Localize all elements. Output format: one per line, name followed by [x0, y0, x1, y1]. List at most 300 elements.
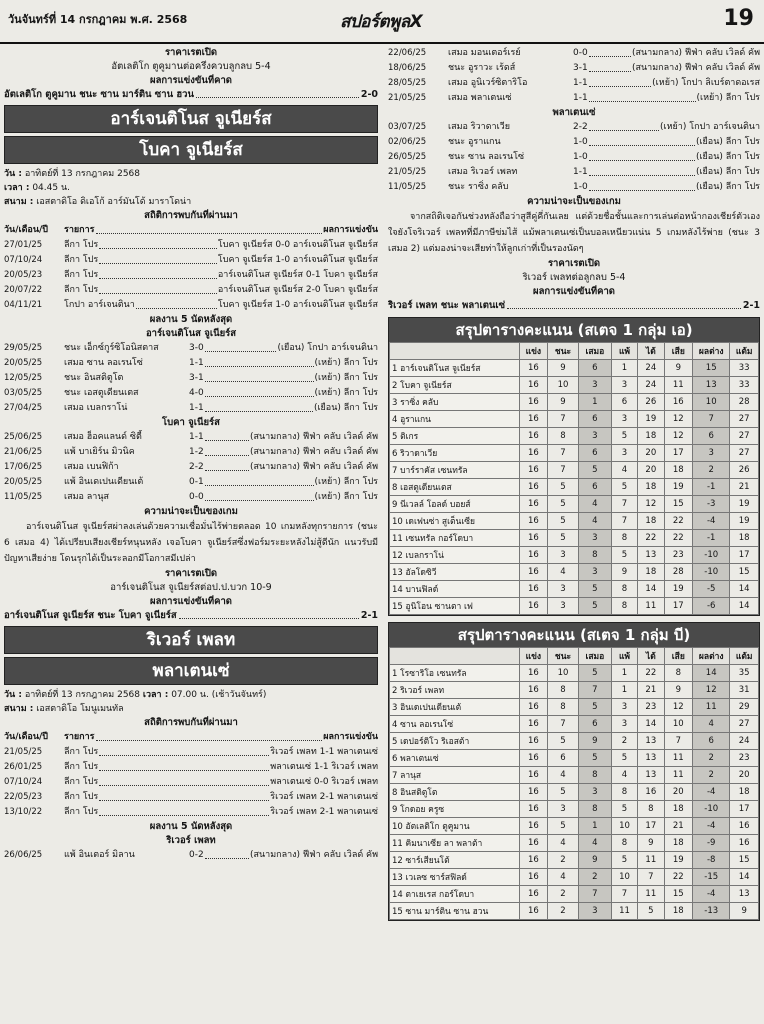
stat-cell: 3: [578, 377, 611, 394]
stat-cell: 9: [548, 360, 579, 377]
match-score: 1-1: [573, 167, 588, 177]
stat-cell: 5: [578, 598, 611, 615]
match-date: 17/06/25: [4, 462, 43, 472]
table-row: [390, 886, 759, 903]
form-row: [4, 386, 378, 401]
stat-cell: 10: [664, 716, 693, 733]
match-opponent: แพ้ บาเยิร์น มิวนิค: [64, 447, 135, 457]
stat-cell: 16: [519, 428, 548, 445]
stat-cell: 7: [548, 445, 579, 462]
stat-cell: 35: [730, 665, 759, 682]
stat-cell: 24: [638, 360, 664, 377]
stat-cell: 5: [548, 513, 579, 530]
stat-cell: 5: [548, 479, 579, 496]
team-name-cell: 11 เซนทรัล กอร์โดบา: [390, 530, 520, 547]
stat-cell: 8: [611, 598, 637, 615]
stat-cell: 16: [519, 699, 548, 716]
match-opponent: ชนะ เอสตูเดียนเตส: [64, 388, 139, 398]
h2h-header-2: วัน/เดือน/ปี รายการ ผลการแข่งขัน: [4, 732, 378, 742]
stat-cell: 4: [548, 869, 579, 886]
stat-cell: -1: [693, 530, 730, 547]
match-opponent: เสมอ อูนิเวร์ซิตาริโอ: [448, 78, 528, 88]
match-score: 0-0: [573, 48, 588, 58]
match-date: 21/05/25: [4, 747, 43, 757]
stat-cell: 17: [664, 598, 693, 615]
stat-cell: 5: [611, 428, 637, 445]
h2h-row: [4, 745, 378, 760]
match-date: 07/10/24: [4, 777, 43, 787]
competition: ลีกา โปร: [64, 240, 99, 250]
stat-cell: 4: [611, 767, 637, 784]
column-header: แข่ง: [519, 343, 548, 360]
standings-group-a: [388, 317, 760, 616]
stat-cell: 29: [730, 699, 759, 716]
team-name-cell: 3 ราซิ่ง คลับ: [390, 394, 520, 411]
column-header: ได้: [638, 648, 664, 665]
stat-cell: 8: [578, 801, 611, 818]
match-note: (สนามกลาง) ฟีฟ่า คลับ เวิลด์ คัพ: [250, 432, 378, 442]
match-opponent: เสมอ ฮ็อคแลนด์ ซิตี้: [64, 432, 142, 442]
stat-cell: 16: [519, 411, 548, 428]
h2h-header: วัน/เดือน/ปี รายการ ผลการแข่งขัน: [4, 225, 378, 235]
stat-cell: 2: [548, 903, 579, 920]
team4-form-list: [388, 120, 760, 195]
column-header: เสมอ: [578, 648, 611, 665]
table-row: [390, 496, 759, 513]
standings-group-a-title: สรุปตารางคะแนน (สเตจ 1 กลุ่ม เอ): [389, 318, 759, 342]
competition: ลีกา โปร: [64, 747, 99, 757]
stat-cell: 11: [638, 886, 664, 903]
table-row: [390, 784, 759, 801]
stat-cell: 7: [548, 462, 579, 479]
column-header: แต้ม: [730, 343, 759, 360]
away-team-banner-2: พลาเตนเซ่: [4, 657, 378, 685]
match-date: 26/01/25: [4, 762, 43, 772]
stat-cell: 12: [664, 428, 693, 445]
table-row: [390, 513, 759, 530]
team-name-cell: 11 คิมนาเซีย ลา พลาต้า: [390, 835, 520, 852]
team-name-cell: 14 บานฟิลด์: [390, 581, 520, 598]
match-note: (สนามกลาง) ฟีฟ่า คลับ เวิลด์ คัพ: [250, 850, 378, 860]
team-name-cell: 9 นีเวลล์ โอลด์ บอยส์: [390, 496, 520, 513]
form-row: [4, 430, 378, 445]
stat-cell: 7: [578, 682, 611, 699]
team-name-cell: 6 พลาเตนเซ่: [390, 750, 520, 767]
match-note: (เยือน) ลีกา โปร: [695, 137, 760, 147]
match-result: อาร์เจนติโนส จูเนียร์ส 0-1 โบคา จูเนียร์ส: [217, 270, 378, 280]
stat-cell: 11: [664, 767, 693, 784]
table-row: [390, 903, 759, 920]
stat-cell: 4: [548, 564, 579, 581]
stat-cell: 8: [611, 581, 637, 598]
match-opponent: เสมอ เบนฟิก้า: [64, 462, 119, 472]
stat-cell: 16: [519, 360, 548, 377]
form-row: [388, 135, 760, 150]
match-result: พลาเตนเซ่ 0-0 ริเวอร์ เพลท: [270, 777, 378, 787]
stat-cell: 16: [519, 869, 548, 886]
match-result: อาร์เจนติโนส จูเนียร์ส 2-0 โบคา จูเนียร์ส: [217, 285, 378, 295]
team-name-cell: 10 เดเฟนซ่า สูเต็นเซีย: [390, 513, 520, 530]
stat-cell: 3: [548, 598, 579, 615]
match-note: (เหย้า) ลีกา โปร: [314, 373, 378, 383]
stat-cell: 16: [519, 682, 548, 699]
match-score: 1-1: [189, 432, 204, 442]
table-row: [390, 530, 759, 547]
match-result: ริเวอร์ เพลท 1-1 พลาเตนเซ่: [270, 747, 378, 757]
match-date: 26/05/25: [388, 152, 427, 162]
stat-cell: 16: [519, 394, 548, 411]
match-score: 3-0: [189, 343, 204, 353]
stat-cell: 12: [638, 496, 664, 513]
table-row: [390, 750, 759, 767]
form-row: [4, 848, 378, 863]
odds-text: อัตเลติโก ตูคูมานต่อครึ่งควบลูกลบ 5-4: [111, 61, 271, 72]
prediction-title: ผลการแข่งขันที่คาด: [150, 75, 232, 86]
table-row: [390, 411, 759, 428]
page-header: [0, 0, 764, 44]
team1-form-title: อาร์เจนติโนส จูเนียร์ส: [145, 328, 237, 339]
team-name-cell: 14 ตาเยเรส กอร์โดบา: [390, 886, 520, 903]
standings-group-b: [388, 622, 760, 921]
stat-cell: 3: [548, 547, 579, 564]
match-score: 1-1: [573, 78, 588, 88]
stat-cell: -10: [693, 801, 730, 818]
stat-cell: 26: [638, 394, 664, 411]
stat-cell: 21: [664, 818, 693, 835]
stat-cell: 16: [519, 462, 548, 479]
stat-cell: 2: [611, 733, 637, 750]
match-opponent: เสมอ ซาน ลอเรนโซ่: [64, 358, 143, 368]
match-opponent: แพ้ อินเตอร์ มิลาน: [64, 850, 135, 860]
team-name-cell: 8 อินสติตูโต: [390, 784, 520, 801]
stat-cell: -15: [693, 869, 730, 886]
stat-cell: 3: [578, 428, 611, 445]
stat-cell: -3: [693, 496, 730, 513]
stat-cell: 9: [611, 564, 637, 581]
table-row: [390, 445, 759, 462]
match-score: 1-1: [573, 93, 588, 103]
stat-cell: 16: [730, 835, 759, 852]
match-opponent: ชนะ ซาน ลอเรนโซ่: [448, 152, 525, 162]
match-note: (เหย้า) ลีกา โปร: [314, 492, 378, 502]
team-name-cell: 8 เอสตูเดียนเตส: [390, 479, 520, 496]
match-venue-2: สนาม : เอสตาดิโอ โมนูเมนทัล: [4, 704, 124, 714]
chance-title-3: ความน่าจะเป็นของเกม: [527, 196, 621, 207]
stat-cell: 5: [578, 462, 611, 479]
stat-cell: 6: [548, 750, 579, 767]
odds-title-3: ราคาเรตเปิด: [547, 258, 601, 269]
stat-cell: 9: [664, 360, 693, 377]
competition: ลีกา โปร: [64, 762, 99, 772]
form-row: [4, 490, 378, 505]
team2-form-title: โบคา จูเนียร์ส: [162, 417, 220, 428]
match-opponent: เสมอ ลานุส: [64, 492, 109, 502]
match-date: 11/05/25: [388, 182, 427, 192]
stat-cell: 16: [519, 733, 548, 750]
match-note: (สนามกลาง) ฟีฟ่า คลับ เวิลด์ คัพ: [250, 462, 378, 472]
stat-cell: 2: [693, 462, 730, 479]
stat-cell: 16: [519, 784, 548, 801]
form-row: [4, 401, 378, 416]
table-row: [390, 818, 759, 835]
stat-cell: 23: [730, 750, 759, 767]
stat-cell: 9: [664, 682, 693, 699]
stat-cell: -5: [693, 581, 730, 598]
table-row: [390, 869, 759, 886]
stat-cell: 15: [730, 564, 759, 581]
stat-cell: 11: [664, 377, 693, 394]
stat-cell: 5: [548, 818, 579, 835]
stat-cell: 3: [578, 903, 611, 920]
column-header: ชนะ: [548, 343, 579, 360]
stat-cell: 22: [638, 665, 664, 682]
stat-cell: -13: [693, 903, 730, 920]
match-opponent: เสมอ เบลกราโน่: [64, 403, 128, 413]
stat-cell: 9: [548, 394, 579, 411]
issue-date: วันจันทร์ที่ 14 กรกฎาคม พ.ศ. 2568: [8, 13, 188, 26]
form-row: [388, 91, 760, 106]
stat-cell: 3: [611, 716, 637, 733]
stat-cell: 2: [578, 869, 611, 886]
home-team-banner: อาร์เจนติโนส จูเนียร์ส: [4, 105, 378, 133]
stat-cell: 18: [638, 428, 664, 445]
stat-cell: 23: [664, 547, 693, 564]
team-name-cell: 5 เดปอร์ติโว ริเอสต้า: [390, 733, 520, 750]
table-row: [390, 767, 759, 784]
stat-cell: 6: [578, 411, 611, 428]
competition: ลีกา โปร: [64, 270, 99, 280]
team-name-cell: 15 ซาน มาร์ติน ซาน ฮวน: [390, 903, 520, 920]
stat-cell: 24: [638, 377, 664, 394]
stat-cell: 8: [611, 530, 637, 547]
stat-cell: 14: [638, 581, 664, 598]
stat-cell: -6: [693, 598, 730, 615]
table-row: [390, 428, 759, 445]
stat-cell: 4: [578, 496, 611, 513]
form-row: [4, 460, 378, 475]
column-header: ผลต่าง: [693, 343, 730, 360]
stat-cell: 15: [693, 360, 730, 377]
team2-form-list: [4, 430, 378, 505]
stat-cell: 16: [519, 445, 548, 462]
stat-cell: 19: [664, 852, 693, 869]
h2h-list: [4, 238, 378, 313]
stat-cell: 16: [519, 818, 548, 835]
stat-cell: 16: [519, 581, 548, 598]
team-name-cell: 7 บาร์ราคัส เซนทรัล: [390, 462, 520, 479]
stat-cell: 2: [548, 852, 579, 869]
table-row: [390, 479, 759, 496]
table-row: [390, 377, 759, 394]
stat-cell: 3: [578, 530, 611, 547]
team-name-cell: 1 โรซาริโอ เซนทรัล: [390, 665, 520, 682]
stat-cell: 7: [693, 411, 730, 428]
stat-cell: 5: [548, 784, 579, 801]
competition: ลีกา โปร: [64, 777, 99, 787]
h2h-list-2: [4, 745, 378, 820]
stat-cell: 16: [730, 818, 759, 835]
stat-cell: 16: [519, 547, 548, 564]
stat-cell: 31: [730, 682, 759, 699]
stat-cell: 19: [664, 581, 693, 598]
match-opponent: ชนะ อินสติตูโต: [64, 373, 124, 383]
stat-cell: 13: [730, 886, 759, 903]
odds-text-3: ริเวอร์ เพลทต่อลูกลบ 5-4: [522, 272, 626, 283]
match-score: 0-2: [189, 850, 204, 860]
chance-text: อาร์เจนติโนส จูเนียร์สผ่าลงเล่นด้วยความเชื่อมั่นไร้พ่ายตลอด 10 เกมหลังทุกรายการ (ชนะ 6 เสมอ 4) ได้เปรียบเสียงเชียร์หนุนหลัง เจอโบคา จูเนียร์สซึ่งฟอร์มระยะหลังไม่สู้ดีนัก แนวรับมีปัญหาเสียง่าย โดนรุกได้เป็นระลอกมีโอกาสมีเปล่า: [4, 522, 378, 564]
stat-cell: 16: [519, 750, 548, 767]
prediction-title-2: ผลการแข่งขันที่คาด: [150, 596, 232, 607]
stat-cell: 3: [611, 411, 637, 428]
stat-cell: 10: [548, 665, 579, 682]
stat-cell: 6: [578, 360, 611, 377]
stat-cell: -8: [693, 852, 730, 869]
match-date: 21/05/25: [388, 167, 427, 177]
match-date: 04/11/21: [4, 300, 43, 310]
match-date: 20/05/25: [4, 477, 43, 487]
standings-group-a-table: [389, 342, 759, 615]
match-date: 26/06/25: [4, 850, 43, 860]
column-header: แพ้: [611, 648, 637, 665]
last5-title: ผลงาน 5 นัดหลังสุด: [149, 314, 233, 325]
stat-cell: 3: [611, 445, 637, 462]
column-header: เสมอ: [578, 343, 611, 360]
match-score: 1-2: [189, 447, 204, 457]
stat-cell: 28: [730, 394, 759, 411]
stat-cell: 20: [638, 462, 664, 479]
table-row: [390, 360, 759, 377]
stat-cell: 7: [548, 411, 579, 428]
match-note: (เยือน) ลีกา โปร: [695, 152, 760, 162]
stat-cell: 18: [664, 903, 693, 920]
stat-cell: 18: [638, 513, 664, 530]
h2h-row: [4, 805, 378, 820]
stat-cell: 6: [578, 479, 611, 496]
team3-form-list: [4, 848, 378, 863]
competition: ลีกา โปร: [64, 792, 99, 802]
match-date: 21/05/25: [388, 93, 427, 103]
stat-cell: 5: [578, 699, 611, 716]
stat-cell: -10: [693, 564, 730, 581]
stat-cell: 16: [664, 394, 693, 411]
stat-cell: 4: [548, 835, 579, 852]
prediction-text: อัตเลติโก ตูคูมาน ชนะ ซาน มาร์ติน ซาน ฮวน: [4, 89, 195, 100]
match-note: (สนามกลาง) ฟีฟ่า คลับ เวิลด์ คัพ: [632, 48, 760, 58]
team3-form-list-cont: [388, 46, 760, 106]
match-date: 02/06/25: [388, 137, 427, 147]
standings-group-b-table: [389, 647, 759, 920]
chance-text-3: จากสถิติเจอกันช่วงหลังถือว่าสูสีคู่คี่กันเลย แต่ด้วยชื่อชั้นและการเล่นต่อหน้ากองเชียร์ตัวเองใจยังโจริเวอร์ เพลทที่มีภาษีข่มไส้ แม้พลาเตนเซ่เป็นบอลเหนียวแน่น 5 เกมหลังไร้พ่าย (ชนะ 3 เสมอ 2) แต่มองน่าจะเสียท่าให้ลูกเก่าที่เป็นรองนัดๆ: [388, 212, 760, 254]
stat-cell: 7: [638, 869, 664, 886]
team-name-cell: 7 ลานุส: [390, 767, 520, 784]
table-header-row: [390, 648, 759, 665]
match-note: (เยือน) โกปา อาร์เจนตินา: [277, 343, 378, 353]
match-date: 27/01/25: [4, 240, 43, 250]
team-name-cell: 5 ติเกร: [390, 428, 520, 445]
stat-cell: 10: [611, 869, 637, 886]
stat-cell: 9: [730, 903, 759, 920]
match-opponent: ชนะ ราซิ่ง คลับ: [448, 182, 509, 192]
stat-cell: 2: [693, 767, 730, 784]
stat-cell: 17: [730, 547, 759, 564]
stat-cell: 9: [578, 733, 611, 750]
stat-cell: 8: [611, 835, 637, 852]
stat-cell: 7: [611, 496, 637, 513]
table-row: [390, 835, 759, 852]
stat-cell: 23: [638, 699, 664, 716]
stat-cell: 33: [730, 360, 759, 377]
table-row: [390, 699, 759, 716]
stat-cell: 4: [611, 462, 637, 479]
match-note: (เหย้า) ลีกา โปร: [314, 388, 378, 398]
stat-cell: 5: [611, 750, 637, 767]
team3-form-title: ริเวอร์ เพลท: [166, 835, 216, 846]
stat-cell: 22: [638, 530, 664, 547]
table-row: [390, 665, 759, 682]
stat-cell: 16: [519, 598, 548, 615]
match-opponent: เสมอ มอนเตอร์เรย์: [448, 48, 521, 58]
match-score: 1-1: [189, 403, 204, 413]
stat-cell: 8: [611, 784, 637, 801]
team-name-cell: 12 เบลกราโน่: [390, 547, 520, 564]
match-date: 13/10/22: [4, 807, 43, 817]
team-name-cell: 6 ริวาดาเวีย: [390, 445, 520, 462]
last5-title-2: ผลงาน 5 นัดหลังสุด: [149, 821, 233, 832]
stat-cell: -4: [693, 513, 730, 530]
team-name-cell: 9 โกดอย ครูซ: [390, 801, 520, 818]
stat-cell: 5: [578, 665, 611, 682]
table-row: [390, 801, 759, 818]
stat-cell: 7: [611, 886, 637, 903]
stat-cell: 17: [664, 445, 693, 462]
stat-cell: 11: [638, 852, 664, 869]
match-opponent: แพ้ อินเดเปนเดียนเต้: [64, 477, 144, 487]
stat-cell: -9: [693, 835, 730, 852]
stat-cell: 2: [548, 886, 579, 903]
match-score: 3-1: [189, 373, 204, 383]
stat-cell: 7: [578, 886, 611, 903]
match-day-2: วัน : อาทิตย์ที่ 13 กรกฎาคม 2568 เวลา : 07.00 น. (เช้าวันจันทร์): [4, 690, 267, 700]
stat-cell: 12: [693, 682, 730, 699]
stat-cell: 14: [730, 581, 759, 598]
stat-cell: 6: [578, 445, 611, 462]
form-row: [388, 76, 760, 91]
prediction-line-3: ริเวอร์ เพลท ชนะ พลาเตนเซ่ 2-1: [388, 300, 760, 311]
match-opponent: ชนะ อูราวะ เร้ดส์: [448, 63, 516, 73]
stat-cell: 16: [519, 496, 548, 513]
team-name-cell: 4 อูราแกน: [390, 411, 520, 428]
match-result: พลาเตนเซ่ 1-1 ริเวอร์ เพลท: [270, 762, 378, 772]
table-row: [390, 852, 759, 869]
stat-cell: 20: [664, 784, 693, 801]
stat-cell: 15: [664, 496, 693, 513]
stat-cell: 27: [730, 428, 759, 445]
team-name-cell: 15 อูนิโอน ซานตา เฟ: [390, 598, 520, 615]
stat-cell: 1: [611, 360, 637, 377]
team1-form-list: [4, 341, 378, 416]
h2h-title-2: สถิติการพบกันที่ผ่านมา: [144, 717, 238, 728]
form-row: [388, 120, 760, 135]
stat-cell: 8: [548, 682, 579, 699]
match-score: 1-0: [573, 137, 588, 147]
stat-cell: 3: [578, 564, 611, 581]
match-note: (เยือน) ลีกา โปร: [313, 403, 378, 413]
home-team-banner-2: ริเวอร์ เพลท: [4, 626, 378, 654]
form-row: [388, 150, 760, 165]
table-row: [390, 462, 759, 479]
newspaper-logo: สปอร์ตพูลX: [340, 12, 423, 32]
match-note: (สนามกลาง) ฟีฟ่า คลับ เวิลด์ คัพ: [632, 63, 760, 73]
